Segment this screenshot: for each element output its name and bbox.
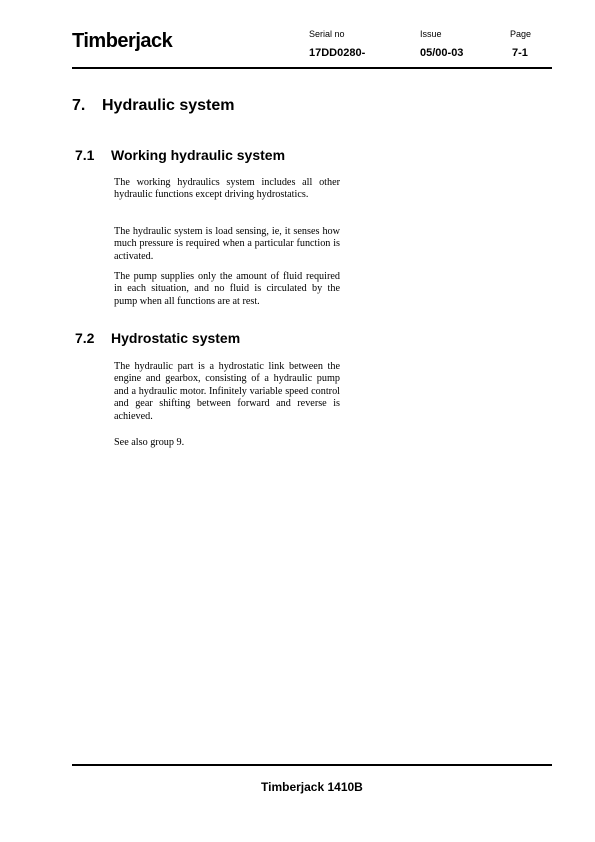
section-number: 7.2: [75, 330, 95, 346]
header-rule: [72, 67, 552, 69]
section-heading: [75, 330, 240, 346]
page-label: Page: [510, 29, 532, 39]
serial-value: 17DD0280-: [309, 47, 366, 59]
issue-value: 05/00-03: [420, 47, 464, 59]
section-number: 7.1: [75, 147, 95, 163]
chapter-title: Hydraulic system: [102, 97, 235, 114]
body-paragraph: The pump supplies only the amount of fluid required in each situation, and no fluid is circulated by the pump when all functions are at rest.: [114, 271, 340, 307]
brand-logo: Timberjack: [72, 30, 173, 52]
chapter-heading: [72, 97, 235, 115]
issue-label: Issue: [420, 29, 442, 39]
page-value: 7-1: [512, 47, 528, 59]
footer-rule: [72, 764, 552, 766]
body-paragraph: The hydraulic part is a hydrostatic link between the engine and gearbox, consisting of a hydraulic pump and a hydraulic motor. Infinitely variable speed control and gear shifting between forward and reverse is achieved.: [114, 361, 340, 422]
footer-model: Timberjack 1410B: [261, 780, 363, 794]
serial-label: Serial no: [309, 29, 345, 39]
section-title: Working hydraulic system: [111, 147, 286, 163]
section-heading: [75, 147, 285, 163]
body-paragraph: The hydraulic system is load sensing, ie, it senses how much pressure is required when a particular function is activated.: [114, 226, 340, 262]
chapter-number: 7.: [72, 97, 86, 114]
body-paragraph: The working hydraulics system includes all other hydraulic functions except driving hydrostatics.: [114, 177, 340, 201]
section-title: Hydrostatic system: [111, 330, 241, 346]
body-paragraph: See also group 9.: [114, 437, 185, 448]
